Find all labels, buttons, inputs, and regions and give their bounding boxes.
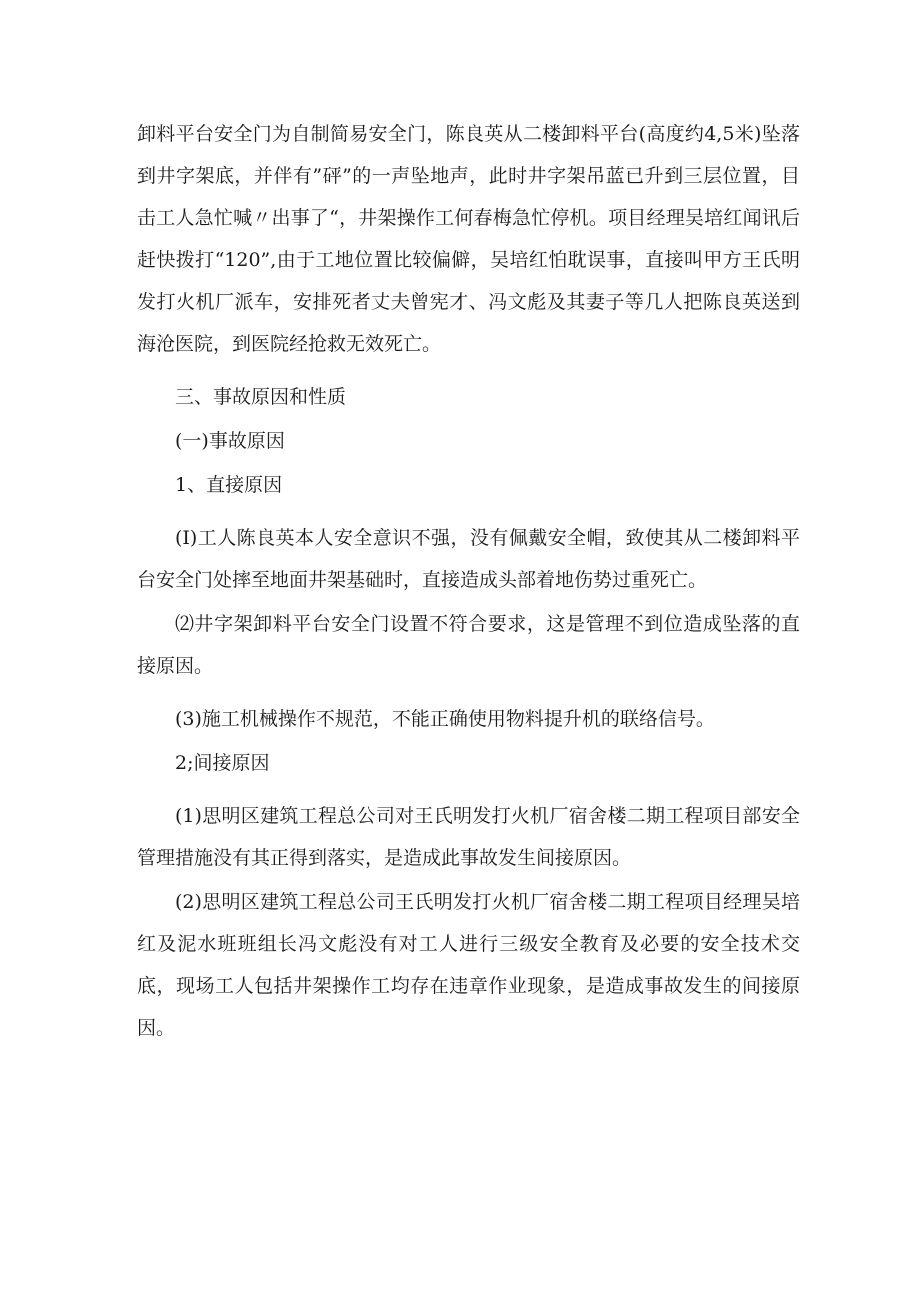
paragraph-direct-cause-1: (I)工人陈良英本人安全意识不强，没有佩戴安全帽，致使其从二楼卸料平台安全门处摔至地面井架基础时，直接造成头部着地伤势过重死亡。 [137,527,800,591]
heading-accident-causes: (一)事故原因 [175,430,285,452]
paragraph-accident-process: 卸料平台安全门为自制简易安全门，陈良英从二楼卸料平台(高度约4,5米)坠落到井字架底，并伴有”砰”的一声坠地声，此时井字架吊蓝已升到三层位置，目击工人急忙喊〃出事了“，井架操作工何春梅急忙停机。项目经理吴培红闻讯后赶快拨打“120”,由于工地位置比较偏僻，吴培红怕耽误事，直接叫甲方王氏明发打火机厂派车，安排死者丈夫曾宪才、冯文彪及其妻子等几人把陈良英送到海沧医院，到医院经抢救无效死亡。 [137,123,800,355]
heading-direct-causes: 1、直接原因 [175,474,283,496]
document-body [137,113,800,1060]
paragraph-direct-cause-3: (3)施工机械操作不规范，不能正确使用物料提升机的联络信号。 [175,708,715,730]
heading-indirect-causes: 2;间接原因 [175,752,270,774]
paragraph-indirect-cause-1: (1)思明区建筑工程总公司对王氏明发打火机厂宿舍楼二期工程项目部安全管理措施没有其正得到落实，是造成此事故发生间接原因。 [137,805,800,869]
paragraph-direct-cause-2: ⑵井字架卸料平台安全门设置不符合要求，这是管理不到位造成坠落的直接原因。 [137,613,800,677]
paragraph-indirect-cause-2: (2)思明区建筑工程总公司王氏明发打火机厂宿舍楼二期工程项目经理吴培红及泥水班班组长冯文彪没有对工人进行三级安全教育及必要的安全技术交底，现场工人包括井架操作工均存在违章作业现象，是造成事故发生的间接原因。 [137,891,800,1039]
heading-section-three: 三、事故原因和性质 [175,386,347,408]
